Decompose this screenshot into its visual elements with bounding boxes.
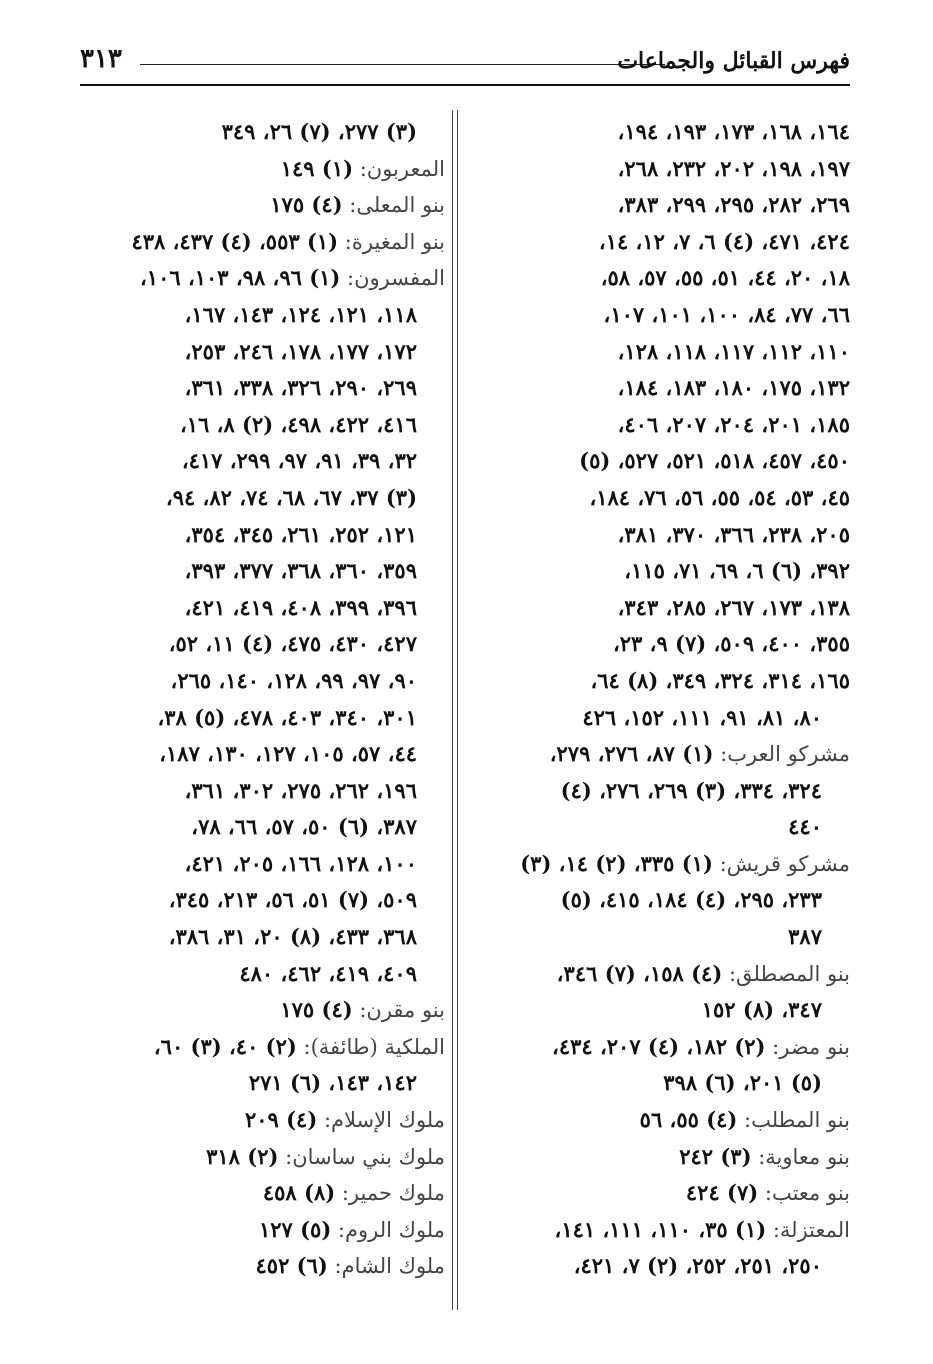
index-entry-line — [80, 992, 445, 1029]
index-entry-line — [490, 114, 850, 151]
entry-references: (٢) ١٨٢، (٤) ٢٠٧، ٤٣٤، — [552, 1033, 766, 1059]
entry-name: المعتزلة: — [766, 1217, 850, 1242]
entry-references: (٥) ٢٠١، (٦) ٣٩٨ — [663, 1070, 822, 1096]
entry-references: (١) ٣٣٥، (٢) ١٤، (٣) — [520, 850, 713, 876]
entry-name: بنو معاوية: — [751, 1144, 850, 1169]
index-entry-line — [80, 297, 445, 334]
index-entry-line — [80, 809, 445, 846]
entry-references: ١٩٦، ٢٦٢، ٢٧٥، ٣٠٢، ٣٦١، — [184, 777, 417, 803]
entry-references: ١٠٠، ١٢٨، ١٦٦، ٢٠٥، ٤٢١، — [184, 850, 417, 876]
entry-references: ٢٣٣، ٢٩٥، (٤) ١٨٤، ٤١٥، (٥) — [560, 887, 822, 913]
entry-references: (٨) ٤٥٨ — [262, 1180, 336, 1206]
entry-references: ٣٢، ٣٩، ٩١، ٩٧، ٢٩٩، ٤١٧، — [181, 448, 417, 474]
entry-name: بنو المصطلق: — [722, 961, 850, 986]
entry-references: (٥) ١٢٧ — [258, 1216, 332, 1242]
entry-references: (٦) ٤٥٢ — [255, 1253, 328, 1279]
index-entry-line — [490, 956, 850, 993]
index-entry-line — [490, 992, 850, 1029]
index-entry-line — [80, 626, 445, 663]
entry-references: (٣) ٣٧، ٦٧، ٦٨، ٧٤، ٨٢، ٩٤، — [165, 484, 417, 510]
entry-name: المفسرون: — [340, 266, 445, 291]
entry-name: بنو مضر: — [765, 1034, 850, 1059]
index-entry-line — [80, 151, 445, 188]
entry-references: (١) ١٤٩ — [280, 155, 354, 181]
index-entry-line — [490, 553, 850, 590]
entry-name: ملوك الروم: — [331, 1217, 445, 1242]
entry-references: ٤٢٤، ٤٧١، (٤) ٦، ٧، ١٢، ١٤، — [598, 228, 850, 254]
header-underline — [80, 84, 850, 86]
index-entry-line — [80, 517, 445, 554]
index-entry-line — [80, 882, 445, 919]
index-entry-line — [490, 663, 850, 700]
index-entry-line — [490, 1175, 850, 1212]
index-entry-line — [490, 480, 850, 517]
entry-references: (٤) ١٧٥ — [280, 997, 353, 1023]
entry-references: ١٨٥، ٢٠١، ٢٠٤، ٢٠٧، ٤٠٦، — [617, 411, 850, 437]
index-entry-line — [490, 187, 850, 224]
entry-references: ٤٥، ٥٣، ٥٤، ٥٥، ٥٦، ٧٦، ١٨٤، — [589, 484, 850, 510]
index-entry-line — [80, 1065, 445, 1102]
index-entry-line — [490, 224, 850, 261]
column-divider — [452, 110, 458, 1310]
entry-references: (٢) ٣١٨ — [206, 1143, 279, 1169]
index-entry-line — [80, 663, 445, 700]
entry-name: مشركو العرب: — [713, 742, 850, 767]
entry-references: ٢٠٥، ٢٣٨، ٣٦٦، ٣٧٠، ٣٨١، — [617, 521, 850, 547]
entry-name: ملوك الإسلام: — [317, 1108, 445, 1133]
index-entry-line — [80, 773, 445, 810]
entry-references: (٤) ١٥٨، (٧) ٣٤٦، — [556, 960, 723, 986]
index-entry-line — [80, 260, 445, 297]
entry-references: ٤٢٧، ٤٣٠، ٤٧٥، (٤) ١١، ٥٢، — [168, 631, 417, 657]
entry-references: ١٩٧، ١٩٨، ٢٠٢، ٢٣٢، ٢٦٨، — [617, 155, 850, 181]
index-entry-line — [490, 407, 850, 444]
index-entry-line — [80, 114, 445, 151]
entry-references: ٤١٦، ٤٢٢، ٤٩٨، (٢) ٨، ١٦، — [180, 411, 417, 437]
index-entry-line — [490, 626, 850, 663]
index-entry-line — [490, 590, 850, 627]
index-entry-line — [490, 1139, 850, 1176]
entry-name: المعربون: — [353, 156, 445, 181]
entry-references: ١٨، ٢٠، ٤٤، ٥١، ٥٥، ٥٧، ٥٨، — [600, 265, 850, 291]
index-entry-line — [80, 846, 445, 883]
index-entry-line — [80, 553, 445, 590]
index-entry-line — [490, 846, 850, 883]
entry-references: ٦٦، ٧٧، ٨٤، ١٠٠، ١٠١، ١٠٧، — [603, 301, 850, 327]
entry-name: بنو مقرن: — [352, 998, 445, 1023]
entry-references: ٣٨٧، (٦) ٥٠، ٥٧، ٦٦، ٧٨، — [191, 814, 417, 840]
index-entry-line — [490, 443, 850, 480]
index-entry-line — [490, 1248, 850, 1285]
entry-references: ٢٥٠، ٢٥١، ٢٥٢، (٢) ٧، ٤٢١، — [573, 1253, 822, 1279]
index-entry-line — [80, 1212, 445, 1249]
entry-references: (٧) ٤٢٤ — [685, 1180, 759, 1206]
entry-references: ٣٩٢، (٦) ٦، ٦٩، ٧١، ١١٥، — [624, 558, 850, 584]
entry-references: ٣٥٩، ٣٦٠، ٣٦٨، ٣٧٧، ٣٩٣، — [184, 558, 417, 584]
index-entry-line — [80, 590, 445, 627]
index-entry-line — [490, 334, 850, 371]
index-entry-line — [80, 1175, 445, 1212]
index-entry-line — [80, 1139, 445, 1176]
entry-name: بنو المغيرة: — [338, 229, 445, 254]
entry-references: ٣٥٥، ٤٠٠، ٥٠٩، (٧) ٩، ٢٣، — [613, 631, 850, 657]
entry-name: بنو معتب: — [758, 1181, 850, 1206]
index-entry-line — [490, 882, 850, 919]
entry-references: (٣) ٢٧٧، (٧) ٢٦، ٣٤٩ — [221, 119, 417, 144]
index-entry-line — [490, 1212, 850, 1249]
entry-references: ٣٤٧، (٨) ١٥٢ — [701, 997, 822, 1023]
entry-name: ملوك الشام: — [327, 1254, 445, 1279]
entry-name: ملوك بني ساسان: — [278, 1144, 445, 1169]
index-entry-line — [80, 407, 445, 444]
index-entry-line — [490, 370, 850, 407]
entry-references: ٤٥٠، ٤٥٧، ٥١٨، ٥٢١، ٥٢٧، (٥) — [579, 448, 850, 474]
entry-references: ٣٢٤، ٣٣٤، (٣) ٢٦٩، ٢٧٦، (٤) — [560, 777, 822, 803]
index-entry-line — [490, 151, 850, 188]
entry-references: ٢٦٩، ٢٩٠، ٣٢٦، ٣٣٨، ٣٦١، — [184, 375, 417, 401]
running-title: فهرس القبائل والجماعات — [617, 48, 850, 74]
entry-references: (٤) ٥٥، ٥٦ — [639, 1107, 738, 1133]
entry-name: بنو المطلب: — [737, 1108, 850, 1133]
page-number: ٣١٣ — [80, 44, 122, 74]
header-rule — [140, 64, 665, 65]
index-entry-line — [80, 919, 445, 956]
page-header — [80, 38, 850, 86]
entry-references: ١٢١، ٢٥٢، ٢٦١، ٣٤٥، ٣٥٤، — [184, 521, 417, 547]
index-entry-line — [490, 809, 850, 846]
index-entry-line — [80, 736, 445, 773]
entry-references: ١٦٤، ١٦٨، ١٧٣، ١٩٣، ١٩٤، — [617, 119, 850, 144]
entry-references: ٣٦٨، ٤٣٣، (٨) ٢٠، ٣١، ٣٨٦، — [168, 924, 417, 950]
index-entry-line — [80, 443, 445, 480]
index-entry-line — [490, 773, 850, 810]
index-entry-line — [80, 334, 445, 371]
index-entry-line — [80, 224, 445, 261]
index-entry-line — [490, 1029, 850, 1066]
index-column-left — [80, 114, 445, 1285]
index-entry-line — [80, 370, 445, 407]
entry-references: (١) ٩٦، ٩٨، ١٠٣، ١٠٦، — [140, 265, 341, 291]
entry-references: ٤٤٠ — [788, 814, 822, 840]
index-entry-line — [490, 1065, 850, 1102]
entry-name: مشركو قريش: — [712, 851, 850, 876]
entry-references: ٤٠٩، ٤١٩، ٤٦٢، ٤٨٠ — [239, 960, 417, 986]
entry-references: ٩٠، ٩٧، ٩٩، ١٢٨، ١٤٠، ٢٦٥، — [170, 667, 417, 693]
entry-references: ١١٨، ١٢١، ١٢٤، ١٤٣، ١٦٧، — [184, 301, 417, 327]
entry-references: ٣٨٧ — [788, 924, 822, 950]
entry-references: ١٧٢، ١٧٧، ١٧٨، ٢٤٦، ٢٥٣، — [184, 338, 417, 364]
index-entry-line — [80, 187, 445, 224]
entry-name: الملكية (طائفة): — [296, 1034, 445, 1059]
entry-references: (٤) ٢٠٩ — [244, 1107, 318, 1133]
index-entry-line — [490, 297, 850, 334]
entry-name: بنو المعلى: — [342, 193, 445, 218]
index-entry-line — [490, 919, 850, 956]
entry-references: ١٣٢، ١٧٥، ١٨٠، ١٨٣، ١٨٤، — [617, 375, 850, 401]
entry-references: (١) ٥٥٣، (٤) ٤٣٧، ٤٣٨ — [131, 228, 339, 254]
entry-references: ٢٦٩، ٢٨٢، ٢٩٥، ٢٩٩، ٣٨٣، — [617, 192, 850, 218]
index-entry-line — [80, 1029, 445, 1066]
entry-references: ٣٠١، ٣٤٠، ٤٠٣، ٤٧٨، (٥) ٣٨، — [157, 704, 417, 730]
index-entry-line — [80, 1102, 445, 1139]
entry-references: (٤) ١٧٥ — [270, 192, 343, 218]
index-entry-line — [490, 260, 850, 297]
entry-references: (٣) ٢٤٢ — [679, 1143, 752, 1169]
index-entry-line — [490, 517, 850, 554]
index-entry-line — [490, 700, 850, 737]
index-column-right — [490, 114, 850, 1285]
entry-references: ١٤٢، ١٤٣، (٦) ٢٧١ — [248, 1070, 417, 1096]
index-entry-line — [80, 700, 445, 737]
entry-references: ١١٠، ١١٢، ١١٧، ١١٨، ١٢٨، — [617, 338, 850, 364]
entry-references: ٤٤، ٥٧، ١٠٥، ١٢٧، ١٣٠، ١٨٧، — [159, 741, 417, 767]
entry-name: ملوك حمير: — [335, 1181, 445, 1206]
index-entry-line — [80, 956, 445, 993]
index-entry-line — [490, 736, 850, 773]
entry-references: (١) ٨٧، ٢٧٦، ٢٧٩، — [549, 741, 714, 767]
index-entry-line — [490, 1102, 850, 1139]
entry-references: (١) ٣٥، ١١٠، ١١١، ١٤١، — [554, 1216, 767, 1242]
entry-references: ٥٠٩، (٧) ٥١، ٥٦، ٢١٣، ٣٤٥، — [168, 887, 417, 913]
entry-references: ٣٩٦، ٣٩٩، ٤٠٨، ٤١٩، ٤٢١، — [184, 594, 417, 620]
entry-references: ١٦٥، ٣١٤، ٣٢٤، ٣٤٩، (٨) ٦٤، — [590, 667, 850, 693]
index-entry-line — [80, 480, 445, 517]
entry-references: ١٣٨، ١٧٣، ٢٦٧، ٢٨٥، ٣٤٣، — [617, 594, 850, 620]
index-entry-line — [80, 1248, 445, 1285]
entry-references: (٢) ٤٠، (٣) ٦٠، — [153, 1033, 297, 1059]
entry-references: ٨٠، ٨١، ٩١، ١١١، ١٥٢، ٤٢٦ — [582, 704, 822, 730]
